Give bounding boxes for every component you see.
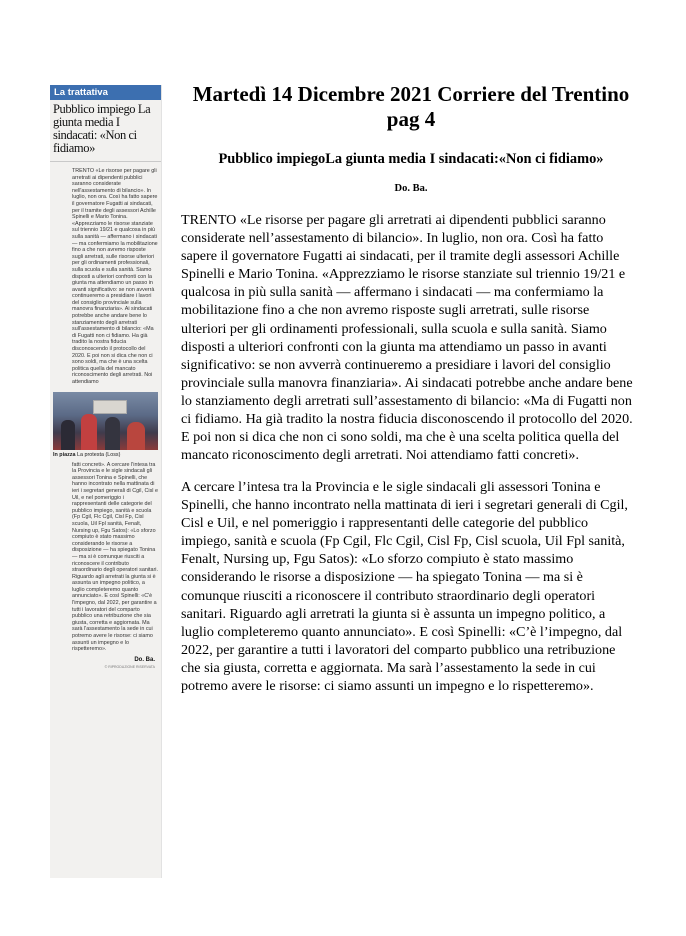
photo-banner-shape [93, 400, 127, 414]
article-paragraph-1: TRENTO «Le risorse per pagare gli arretrati ai dipendenti pubblici saranno considerate nell’assestamento di bilancio». In luglio, non ora. Così ha fatto sapere il governatore Fugatti ai sindacati, per il tramite degli assessori Achille Spinelli e Mario Tonina. «Apprezziamo le risorse stanziate sul triennio 19/21 e qualcosa in più sulla sanità — affermano i sindacati — ma confermiamo la mobilitazione fino a che non avremo risposte sugli arretrati, sulle risorse ulteriori per gli ordinamenti professionali, sulla scuola e sulla sanità. Siamo disposti a ulteriori confronti con la giunta ma attendiamo un passo in avanti significativo: se non avverrà continueremo a presidiare i lavori del consiglio provinciale sulla manovra finanziaria». Ai sindacati potrebbe anche andare bene lo stanziamento degli arretrati sull’assestamento di bilancio: «Ma di Fugatti non ci fidiamo. Ha già tradito la nostra fiducia disconoscendo il protocollo del 2020. E poi non si dica che non ci sono soldi, ma che è una scelta politica quella del mancato riconoscimento degli arretrati. Noi attendiamo fatti concreti». [181, 212, 633, 464]
photo-figure [61, 420, 75, 450]
clipping-photo-caption [50, 450, 161, 458]
article-title: Martedì 14 Dicembre 2021 Corriere del Trentino pag 4 [192, 82, 630, 131]
article-byline: Do. Ba. [394, 183, 428, 194]
photo-figure [105, 417, 120, 450]
photo-figure [127, 422, 145, 450]
clipping-body-part1: TRENTO «Le risorse per pagare gli arretrati ai dipendenti pubblici saranno considerate nell'assestamento di bilancio». In luglio, non ora. Così ha fatto sapere il governatore Fugatti ai sindacati, per il tramite degli assessori Achille Spinelli e Mario Tonina. «Apprezziamo le risorse stanziate sul triennio 19/21 e qualcosa in più sulla sanità — affermano i sindacati — ma confermiamo la mobilitazione fino a che non avremo risposte sugli arretrati, sulle risorse ulteriori per gli ordinamenti professionali, sulla scuola e sulla sanità. Siamo disposti a ulteriori confronti con la giunta ma attendiamo un passo in avanti significativo: se non avverrà continueremo a presidiare i lavori del consiglio provinciale sulla manovra finanziaria». Ai sindacati potrebbe anche andare bene lo stanziamento degli arretrati sull'assestamento di bilancio: «Ma di Fugatti non ci fidiamo. Ha già tradito la nostra fiducia disconoscendo il protocollo del 2020. E poi non si dica che non ci sono soldi, ma che è una scelta politica quella del mancato riconoscimento degli arretrati. Noi attendiamo [72, 168, 158, 385]
clipping-section-tag: La trattativa [50, 85, 161, 100]
article-paragraph-2: A cercare l’intesa tra la Provincia e le sigle sindacali gli assessori Tonina e Spinelli, che hanno incontrato nella mattinata di ieri i segretari generali di Cgil, Cisl e Uil, e nel pomeriggio i rappresentanti delle categorie del pubblico impiego, sanità e scuola (Fp Cgil, Flc Cgil, Cisl Fp, Cisl scuola, Uil Fpl sanità, Fenalt, Nursing up, Fgu Satos): «Lo sforzo compiuto è stato massimo considerando le risorse a disposizione — ha spiegato Tonina — ma si è comunque riusciti a riconoscere il contributo straordinario degli operatori sanitari. Riguardo agli arretrati la giunta si è assunta un impegno politico, a luglio completeremo quanto annunciato». E così Spinelli: «C’è l’impegno, dal 2022, per garantire a tutti i lavoratori del comparto pubblico una retribuzione che sia giusta, corretta e aggiornata. Ma sarà l’assestamento la sede in cui potremo avere le risorse: ci siamo assunti un impegno e lo rispetteremo». [181, 479, 628, 695]
clipping-headline: Pubblico impiego La giunta media I sindacati: «Non ci fidiamo» [50, 100, 161, 162]
photo-figure [81, 414, 97, 450]
caption-text: La protesta (Loss) [76, 451, 121, 458]
clipping-photo [53, 392, 158, 450]
newspaper-clipping [50, 85, 162, 878]
clipping-body-part2: fatti concreti». A cercare l'intesa tra la Provincia e le sigle sindacali gli assessori Tonina e Spinelli, che hanno incontrato nella mattinata di ieri i segretari generali di Cgil, Cisl e Uil, e nel pomeriggio i rappresentanti delle categorie del pubblico impiego, sanità e scuola (Fp Cgil, Flc Cgil, Cisl Fp, Cisl scuola, Uil Fpl sanità, Fenalt, Nursing up, Fgu Satos): «Lo sforzo compiuto è stato massimo considerando le risorse a disposizione — ha spiegato Tonina — ma si è comunque riusciti a riconoscere il contributo straordinario degli operatori sanitari. Riguardo agli arretrati la giunta si è assunta un impegno politico, a luglio completeremo quanto annunciato». E così Spinelli: «C'è l'impegno, dal 2022, per garantire a tutti i lavoratori del comparto pubblico una retribuzione che sia giusta, corretta e aggiornata. Ma sarà l'assestamento la sede in cui potremo avere le risorse: ci siamo assunti un impegno e lo rispetteremo». [72, 461, 158, 653]
clipping-signature: Do. Ba. [134, 656, 155, 663]
clipping-footer: © RIPRODUZIONE RISERVATA [104, 664, 155, 669]
caption-label: In piazza [53, 451, 76, 458]
article-subtitle: Pubblico impiegoLa giunta media I sindacati:«Non ci fidiamo» [218, 151, 604, 167]
